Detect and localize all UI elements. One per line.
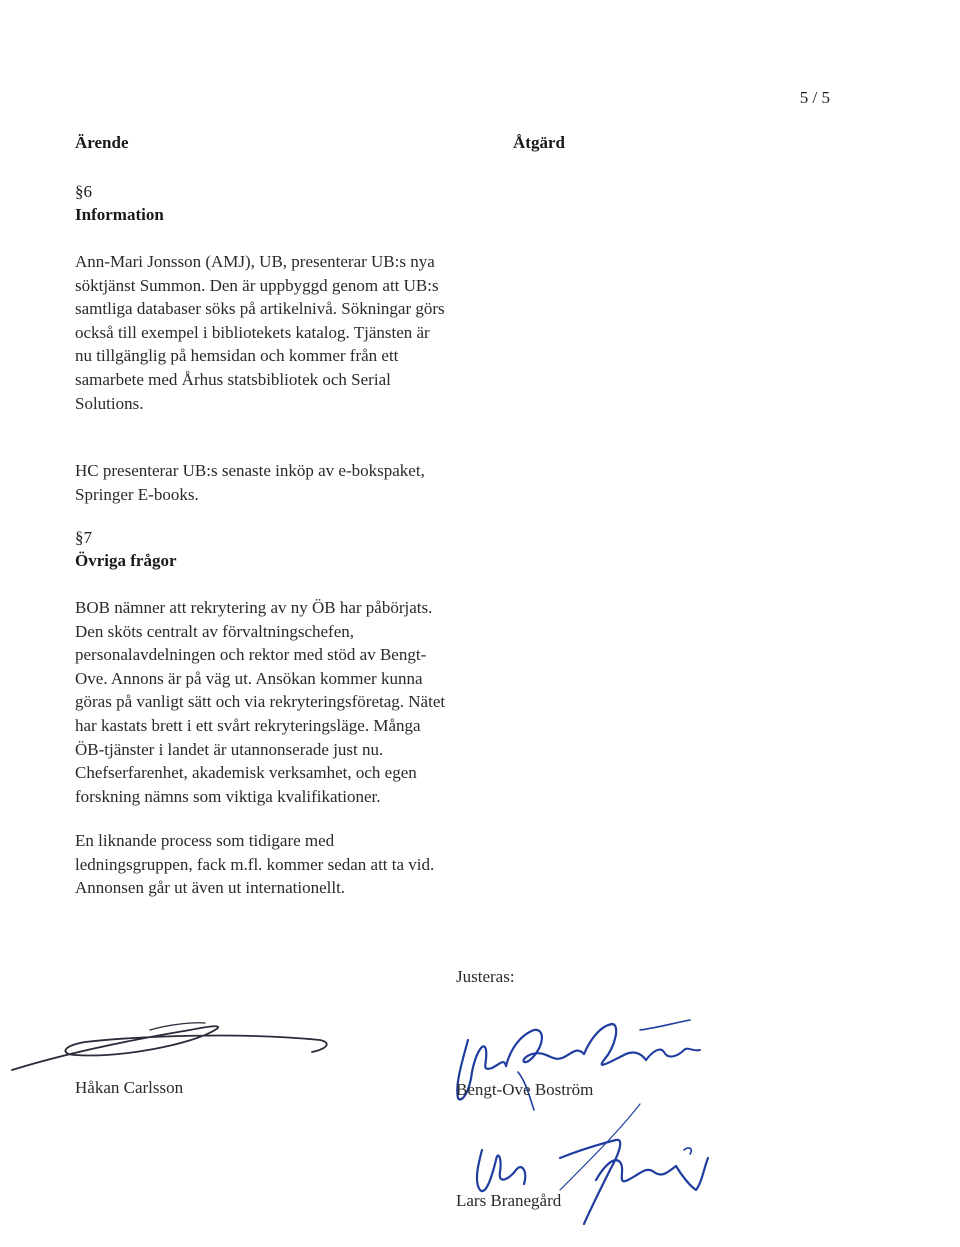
signer-name-hakan-carlsson: Håkan Carlsson bbox=[75, 1078, 184, 1097]
text-line: Solutions. bbox=[75, 393, 144, 413]
text-line: samarbete med Århus statsbibliotek och Serial bbox=[75, 369, 391, 389]
text-line: samtliga databaser söks på artikelnivå. Sökningar görs bbox=[75, 299, 445, 319]
text-line: HC presenterar UB:s senaste inköp av e-bokspaket, bbox=[75, 461, 425, 480]
text-line: också till exempel i bibliotekets katalog. Tjänsten är bbox=[75, 322, 430, 342]
text-line: Annonsen går ut även ut internationellt. bbox=[75, 878, 346, 898]
text-line: göras på vanligt sätt och via rekryteringsföretag. Nätet bbox=[75, 692, 446, 712]
text-line: Ann-Mari Jonsson (AMJ), UB, presenterar UB:s nya bbox=[75, 252, 435, 271]
column-heading-atgard: Åtgärd bbox=[513, 133, 565, 152]
text-line: En liknande process som tidigare med bbox=[75, 831, 335, 850]
text-line: har kastats brett i ett svårt rekryteringsläge. Många bbox=[75, 715, 421, 735]
signer-name-bengt-ove-bostrom: Bengt-Ove Boström bbox=[456, 1080, 594, 1099]
section-7-title: Övriga frågor bbox=[75, 551, 177, 570]
justeras-label: Justeras: bbox=[456, 967, 515, 986]
section-7-number: §7 bbox=[75, 528, 92, 547]
text-line: personalavdelningen och rektor med stöd av Bengt- bbox=[75, 645, 427, 665]
text-line: ÖB-tjänster i landet är utannonserade just nu. bbox=[75, 739, 384, 759]
text-line: Chefserfarenhet, akademisk verksamhet, och egen bbox=[75, 763, 417, 783]
text-line: ledningsgruppen, fack m.fl. kommer sedan att ta vid. bbox=[75, 854, 435, 874]
text-line: Ove. Annons är på väg ut. Ansökan kommer kunna bbox=[75, 668, 423, 688]
page-number: 5 / 5 bbox=[799, 88, 830, 107]
signer-name-lars-branegard: Lars Branegård bbox=[456, 1191, 562, 1210]
text-line: forskning nämns som viktiga kvalifikationer. bbox=[75, 786, 381, 806]
text-line: söktjänst Summon. Den är uppbyggd genom att UB:s bbox=[75, 275, 439, 295]
section-6-title: Information bbox=[75, 205, 164, 224]
section-6-number: §6 bbox=[75, 182, 92, 201]
text-line: BOB nämner att rekrytering av ny ÖB har påbörjats. bbox=[75, 598, 433, 617]
column-heading-arende: Ärende bbox=[75, 133, 129, 152]
text-line: nu tillgänglig på hemsidan och kommer från ett bbox=[75, 346, 399, 366]
text-line: Springer E-books. bbox=[75, 484, 199, 504]
text-line: Den sköts centralt av förvaltningschefen, bbox=[75, 621, 354, 641]
